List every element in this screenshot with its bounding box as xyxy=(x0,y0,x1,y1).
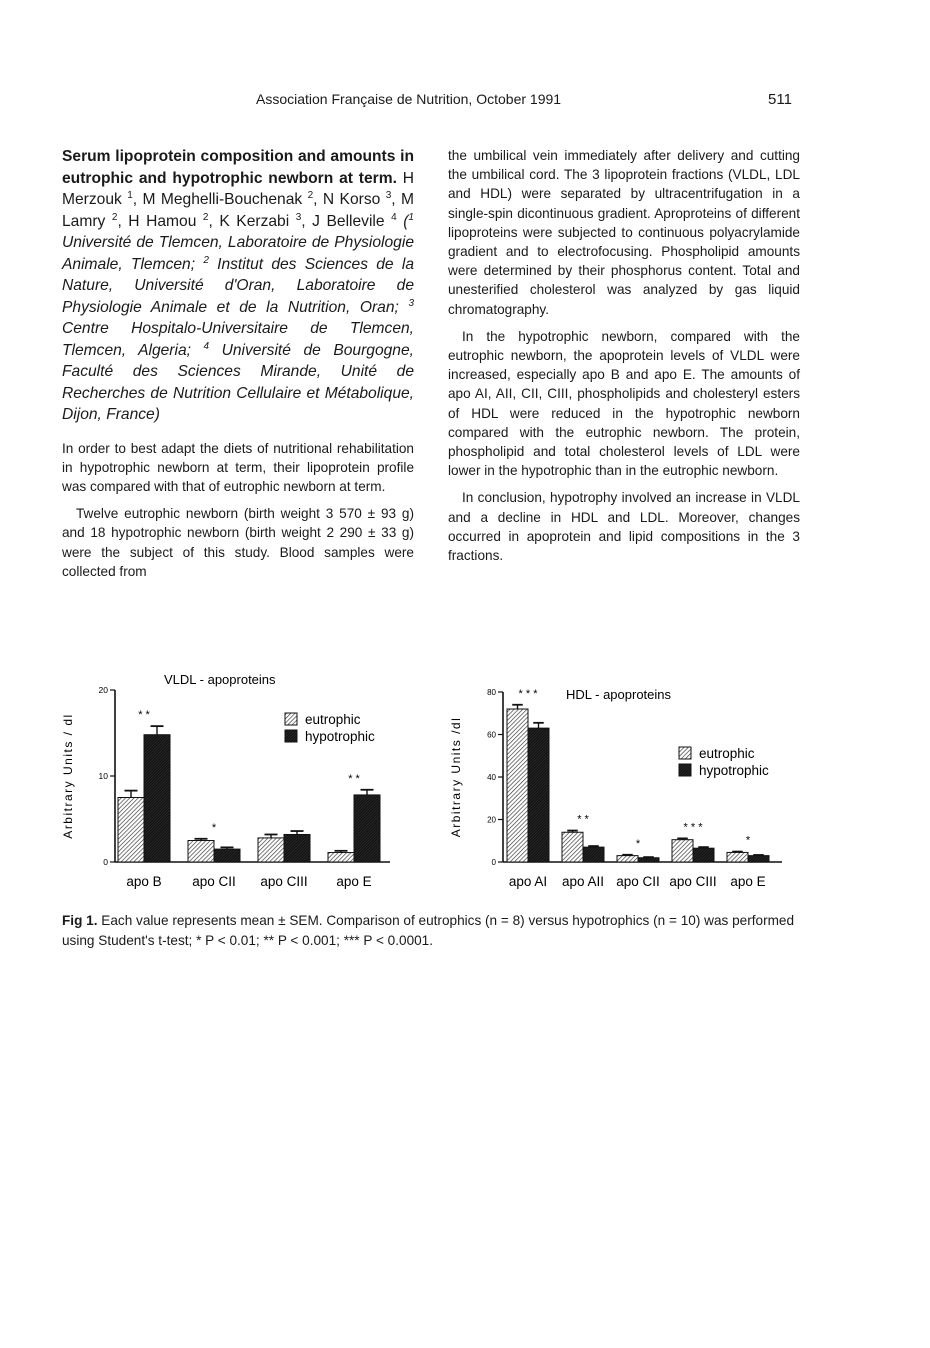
significance-mark: * * * xyxy=(683,821,703,834)
y-tick-label: 0 xyxy=(491,858,496,867)
y-tick-label: 20 xyxy=(98,685,108,695)
affiliation-text: Centre Hospitalo-Universitaire de Tlemcen, Tlemcen, Algeria; xyxy=(62,320,414,359)
figure-vldl xyxy=(0,660,465,905)
bar-eutrophic xyxy=(258,838,284,862)
significance-mark: * * xyxy=(138,709,150,722)
y-axis-label: Arbitrary Units / dl xyxy=(61,713,75,839)
category-label: apo E xyxy=(730,874,766,889)
paragraph-methods: Twelve eutrophic newborn (birth weight 3 570 ± 93 g) and 18 hypotrophic newborn (birth weight 2 290 ± 33 g) were the subject of this study. Blood samples were collected from xyxy=(62,506,414,579)
y-tick-label: 20 xyxy=(487,815,496,825)
significance-mark: * * xyxy=(348,772,360,785)
affiliation-number: 2 xyxy=(203,254,209,266)
bar-hypotrophic xyxy=(583,847,604,862)
page-number: 511 xyxy=(768,91,792,108)
article-title: Serum lipoprotein composition and amounts in eutrophic and hypotrophic newborn at term. xyxy=(62,148,414,187)
bar-eutrophic xyxy=(507,709,528,862)
author-affiliation-mark: 2 xyxy=(307,189,314,201)
author-affiliation-mark: 2 xyxy=(202,211,209,223)
paragraph-results: In the hypotrophic newborn, compared with the eutrophic newborn, the apoprotein levels of VLDL were increased, especially apo B and apo E. The amounts of apo AI, AII, CII, CIII, phospholipids and cholesteryl esters of HDL were reduced in the hypotrophic newborn compared with the eutrophic newborn. The protein, phospholipid and total cholesterol levels of LDL were lower in the hypotrophic than in the eutrophic newborn. xyxy=(448,328,800,479)
author-affiliation-mark: 3 xyxy=(295,211,302,223)
legend-label: eutrophic xyxy=(699,746,755,761)
bar-hypotrophic xyxy=(144,735,170,862)
caption-label: Fig 1. xyxy=(62,913,98,928)
legend-label: hypotrophic xyxy=(305,729,375,744)
chart-title: HDL - apoproteins xyxy=(566,687,672,702)
bar-hypotrophic xyxy=(354,795,380,862)
author-affiliation-mark: 1 xyxy=(127,189,133,201)
chart-title: VLDL - apoproteins xyxy=(164,672,276,687)
author-affiliation-mark: 2 xyxy=(111,211,118,223)
bar-eutrophic xyxy=(328,853,354,862)
legend-swatch-hypotrophic xyxy=(679,764,691,776)
journal-name: Association Française de Nutrition, October 1991 xyxy=(256,91,562,107)
category-label: apo CII xyxy=(616,874,660,889)
bar-eutrophic xyxy=(727,852,748,862)
bar-hypotrophic xyxy=(638,858,659,862)
bar-hypotrophic xyxy=(693,848,714,862)
y-tick-label: 10 xyxy=(98,771,108,781)
affiliation-text: Université de Bourgogne, Faculté des Sciences Mirande, Unité de Recherches de Nutrition Cellulaire et Métabolique, Dijon, France) xyxy=(62,341,414,423)
bar-hypotrophic xyxy=(748,856,769,862)
bar-eutrophic xyxy=(672,840,693,862)
legend-label: eutrophic xyxy=(305,712,361,727)
title-block xyxy=(62,146,414,426)
category-label: apo AII xyxy=(561,874,605,889)
category-label: apo CIII xyxy=(260,874,308,889)
significance-mark: * * xyxy=(577,813,589,826)
significance-mark: * * * xyxy=(518,687,538,700)
category-label: apo AI xyxy=(508,874,548,889)
paragraph-methods-cont: the umbilical vein immediately after delivery and cutting the umbilical cord. The 3 lipoprotein fractions (VLDL, LDL and HDL) were separated by ultracentrifugation in a single-spin dicontinuous gradient. Aproproteins of different lipoproteins were subjected to continuous polyacrylamide gradient and to electrofocusing. Phospholipid amounts were determined by their phosphorus content. Total and unesterified cholesterol was analyzed by gas liquid chromatography. xyxy=(448,148,800,317)
author-name: , J Bellevile xyxy=(301,212,392,230)
figure-hdl xyxy=(440,660,820,905)
bar-hypotrophic xyxy=(528,728,549,862)
category-label: apo E xyxy=(336,874,372,889)
affiliation-list: ($^1$ Université de Tlemcen, Laboratoire de Physiologie Animale, Tlemcen; $^2$ Institut des Sciences de la Nature, Université d'Oran, Laboratoire de Physiologie Animale et de la Nutrition, Oran; $^3$ Centre Hospitalo-Universitaire de Tlemcen, Tlemcen, Algeria; $^4$ Université de Bourgogne, Faculté des Sciences Mirande, Unité de Recherches de Nutrition Cellulaire et Métabolique, Dijon, France) xyxy=(62,211,414,423)
author-name: , M Lamry xyxy=(62,191,414,230)
paragraph-intro: In order to best adapt the diets of nutritional rehabilitation in hypotrophic newborn at term, their lipoprotein profile was compared with that of eutrophic newborn at term. xyxy=(62,440,414,494)
y-tick-label: 60 xyxy=(487,730,496,740)
significance-mark: * xyxy=(635,837,641,850)
category-label: apo CII xyxy=(192,874,236,889)
affiliation-number: 1 xyxy=(408,211,414,223)
bar-eutrophic xyxy=(617,856,638,862)
category-label: apo B xyxy=(126,874,162,889)
affiliation-text: Institut des Sciences de la Nature, Université d'Oran, Laboratoire de Physiologie Animale et de la Nutrition, Oran; xyxy=(62,255,414,316)
author-name: , M Meghelli-Bouchenak xyxy=(132,191,308,208)
legend-swatch-eutrophic xyxy=(679,747,691,759)
legend-label: hypotrophic xyxy=(699,763,769,778)
author-name: , K Kerzabi xyxy=(208,212,296,230)
author-affiliation-mark: 3 xyxy=(385,189,392,201)
caption-text: Each value represents mean ± SEM. Comparison of eutrophics (n = 8) versus hypotrophics (n = 10) was performed using Student's t-test; * P < 0.01; ** P < 0.001; *** P < 0.0001. xyxy=(62,913,795,948)
category-label: apo CIII xyxy=(669,874,717,889)
left-column xyxy=(62,146,414,581)
bar-hypotrophic xyxy=(284,834,310,862)
legend-swatch-eutrophic xyxy=(285,713,297,725)
y-tick-label: 80 xyxy=(487,688,496,697)
hdl-chart xyxy=(440,660,820,900)
significance-mark: * xyxy=(211,821,217,834)
bar-eutrophic xyxy=(188,841,214,863)
author-affiliation-mark: 4 xyxy=(391,211,397,223)
significance-mark: * xyxy=(745,834,751,847)
right-column xyxy=(448,146,800,565)
author-name: , N Korso xyxy=(313,191,386,208)
legend-swatch-hypotrophic xyxy=(285,730,297,742)
author-name: H Merzouk xyxy=(62,169,414,208)
bar-eutrophic xyxy=(562,832,583,862)
y-tick-label: 40 xyxy=(487,773,496,782)
y-tick-label: 0 xyxy=(103,857,108,867)
y-axis-label: Arbitrary Units /dl xyxy=(449,716,463,838)
affiliation-number: 4 xyxy=(203,340,210,352)
bar-eutrophic xyxy=(118,798,144,863)
paragraph-conclusion: In conclusion, hypotrophy involved an increase in VLDL and a decline in HDL and LDL. Moreover, changes occurred in apoprotein and lipid compositions in the 3 fractions. xyxy=(448,490,800,564)
author-name: , H Hamou xyxy=(117,212,203,230)
vldl-chart xyxy=(0,660,465,900)
figure-caption xyxy=(62,911,802,950)
affiliation-number: 3 xyxy=(408,297,414,309)
affiliation-text: Université de Tlemcen, Laboratoire de Physiologie Animale, Tlemcen; xyxy=(62,234,414,273)
bar-hypotrophic xyxy=(214,849,240,862)
